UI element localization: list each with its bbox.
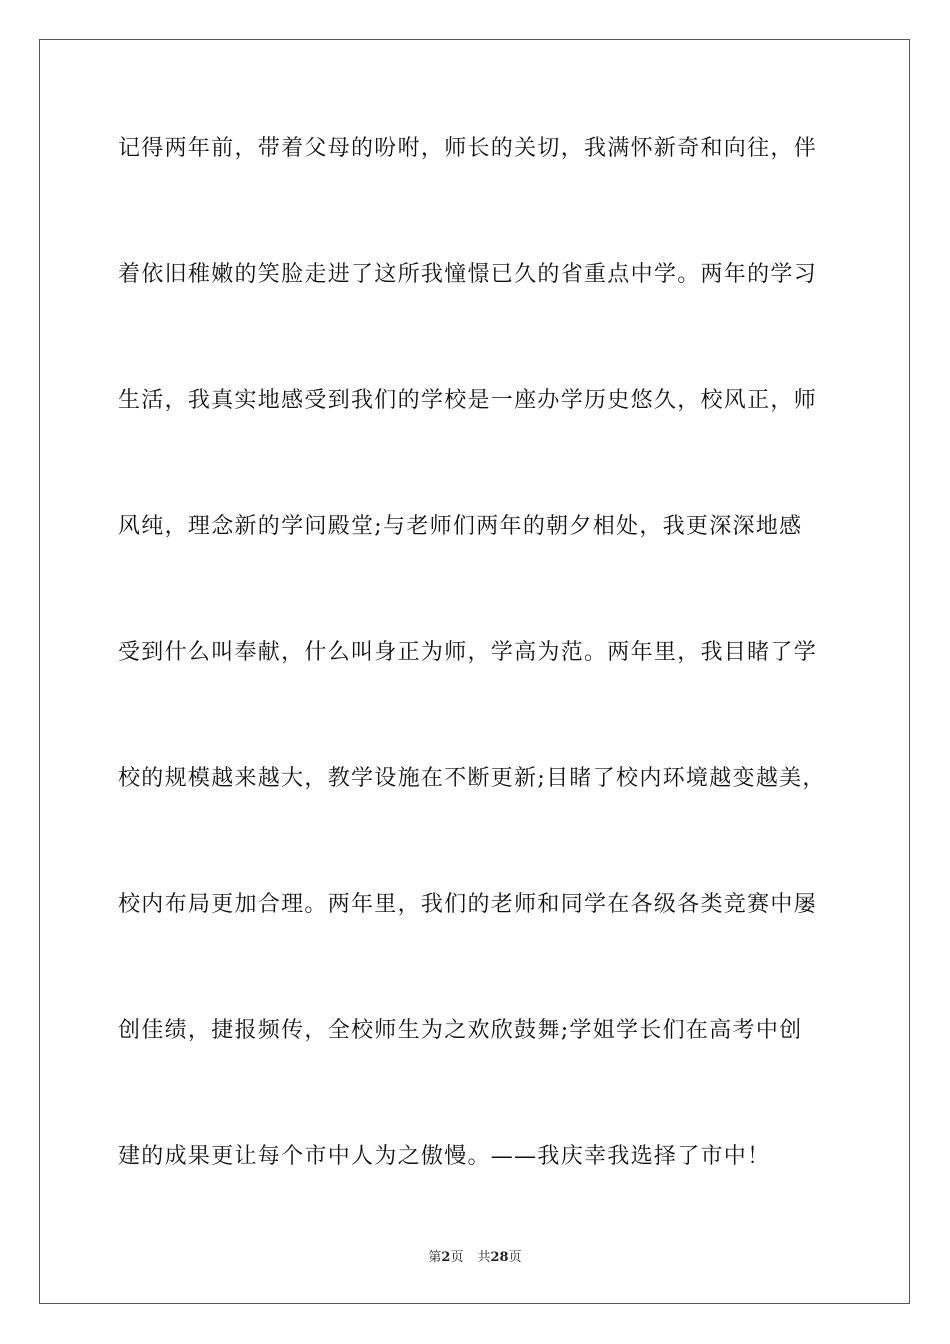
text-line-3: 生活，我真实地感受到我们的学校是一座办学历史悠久，校风正，师	[118, 388, 818, 413]
text-line-2: 着依旧稚嫩的笑脸走进了这所我憧憬已久的省重点中学。两年的学习	[118, 262, 818, 287]
text-line-8: 创佳绩，捷报频传，全校师生为之欢欣鼓舞;学姐学长们在高考中创	[118, 1018, 803, 1043]
total-prefix: 共	[477, 1250, 491, 1265]
text-line-7: 校内布局更加合理。两年里，我们的老师和同学在各级各类竞赛中屡	[118, 892, 818, 917]
page-suffix: 页	[450, 1250, 464, 1265]
page-footer	[0, 1246, 950, 1265]
text-line-6: 校的规模越来越大，教学设施在不断更新;目睹了校内环境越变越美，	[118, 766, 826, 791]
text-line-9: 建的成果更让每个市中人为之傲慢。——我庆幸我选择了市中！	[118, 1144, 771, 1169]
page-number: 2	[441, 1250, 451, 1265]
total-pages: 28	[490, 1250, 509, 1265]
text-line-5: 受到什么叫奉献，什么叫身正为师，学高为范。两年里，我目睹了学	[118, 640, 818, 665]
document-body	[118, 126, 834, 1260]
page-prefix: 第	[428, 1250, 442, 1265]
text-line-1: 记得两年前，带着父母的吩咐，师长的关切，我满怀新奇和向往，伴	[118, 136, 818, 161]
text-line-4: 风纯，理念新的学问殿堂;与老师们两年的朝夕相处，我更深深地感	[118, 514, 803, 539]
total-suffix: 页	[508, 1250, 522, 1265]
